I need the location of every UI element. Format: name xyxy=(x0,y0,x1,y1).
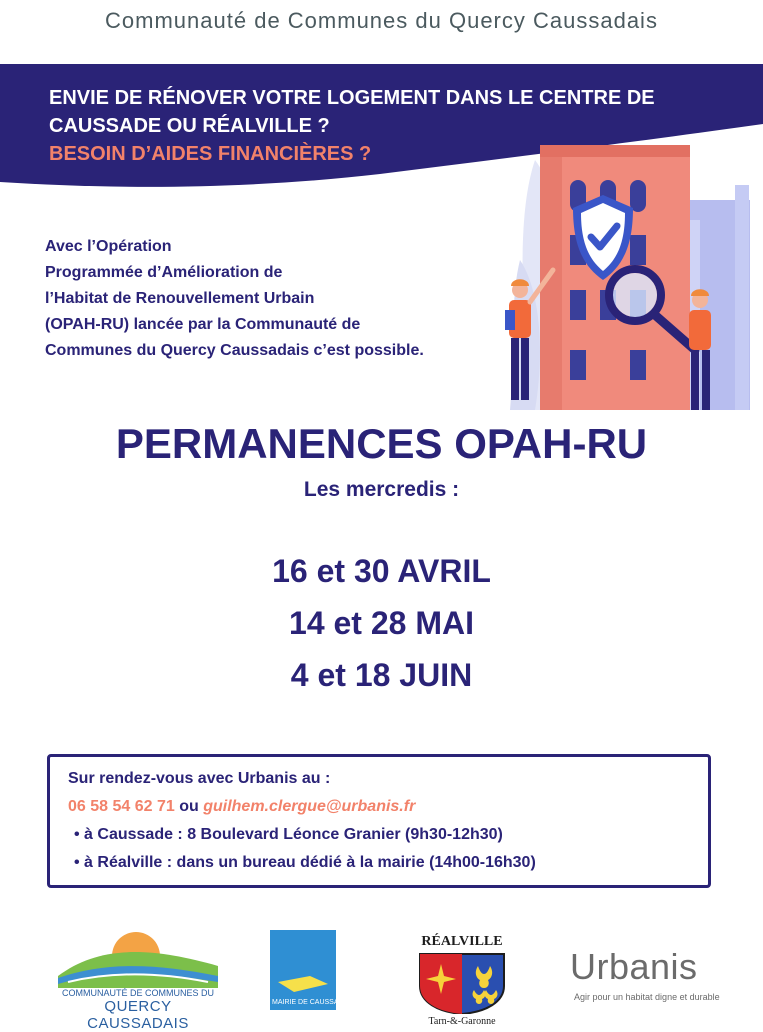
headline-accent: BESOIN D’AIDES FINANCIÈRES ? xyxy=(49,143,372,165)
phone-number[interactable]: 06 58 54 62 71 xyxy=(68,798,175,815)
permanences-title: PERMANENCES OPAH-RU xyxy=(115,420,648,467)
date-may: 14 et 28 MAI xyxy=(289,605,474,641)
bullet-realville: • à Réalville : dans un bureau dédié à la mairie (14h00-16h30) xyxy=(74,854,536,871)
urbanis-logo-text: Urbanis xyxy=(570,946,698,987)
intro-line-2: Programmée d’Amélioration de xyxy=(45,264,283,281)
ccqc-small-text: COMMUNAUTÉ DE COMMUNES DU xyxy=(62,988,214,998)
realville-name: RÉALVILLE xyxy=(421,934,503,949)
logo-bar xyxy=(0,918,763,1032)
mairie-caussade-logo-icon xyxy=(270,930,336,1010)
realville-logo xyxy=(412,932,512,1032)
ccqc-big-text: QUERCY CAUSSADAIS xyxy=(87,998,189,1032)
date-april: 16 et 30 AVRIL xyxy=(272,553,491,589)
ccqc-logo-text xyxy=(58,988,218,1032)
contact-or: ou xyxy=(179,798,199,815)
renovation-illustration xyxy=(495,140,760,420)
intro-line-4: (OPAH-RU) lancée par la Communauté de xyxy=(45,316,361,333)
intro-line-3: l’Habitat de Renouvellement Urbain xyxy=(45,290,315,307)
ccqc-logo-icon xyxy=(58,926,218,988)
mairie-label: MAIRIE DE CAUSSADE xyxy=(272,999,349,1006)
contact-heading: Sur rendez-vous avec Urbanis au : xyxy=(68,770,331,787)
dates-list xyxy=(0,545,763,701)
headline-line-1: ENVIE DE RÉNOVER VOTRE LOGEMENT DANS LE CENTRE DE xyxy=(49,87,655,109)
email-link[interactable]: guilhem.clergue@urbanis.fr xyxy=(203,798,416,815)
realville-coat-of-arms-icon xyxy=(418,952,506,1014)
intro-line-5: Communes du Quercy Caussadais c’est possible. xyxy=(45,342,424,359)
urbanis-tagline: Agir pour un habitat digne et durable xyxy=(574,992,720,1002)
bullet-caussade: • à Caussade : 8 Boulevard Léonce Granier (9h30-12h30) xyxy=(74,826,503,843)
intro-line-1: Avec l’Opération xyxy=(45,238,172,255)
realville-subtitle: Tarn-&-Garonne xyxy=(428,1016,496,1027)
headline-line-2: CAUSSADE OU RÉALVILLE ? xyxy=(49,115,330,137)
permanences-subtitle: Les mercredis : xyxy=(303,478,460,501)
contact-details xyxy=(68,793,690,821)
intro-paragraph xyxy=(45,234,515,364)
contact-box xyxy=(47,754,711,888)
date-june: 4 et 18 JUIN xyxy=(290,657,473,693)
page-header-title: Communauté de Communes du Quercy Caussadais xyxy=(105,8,658,33)
